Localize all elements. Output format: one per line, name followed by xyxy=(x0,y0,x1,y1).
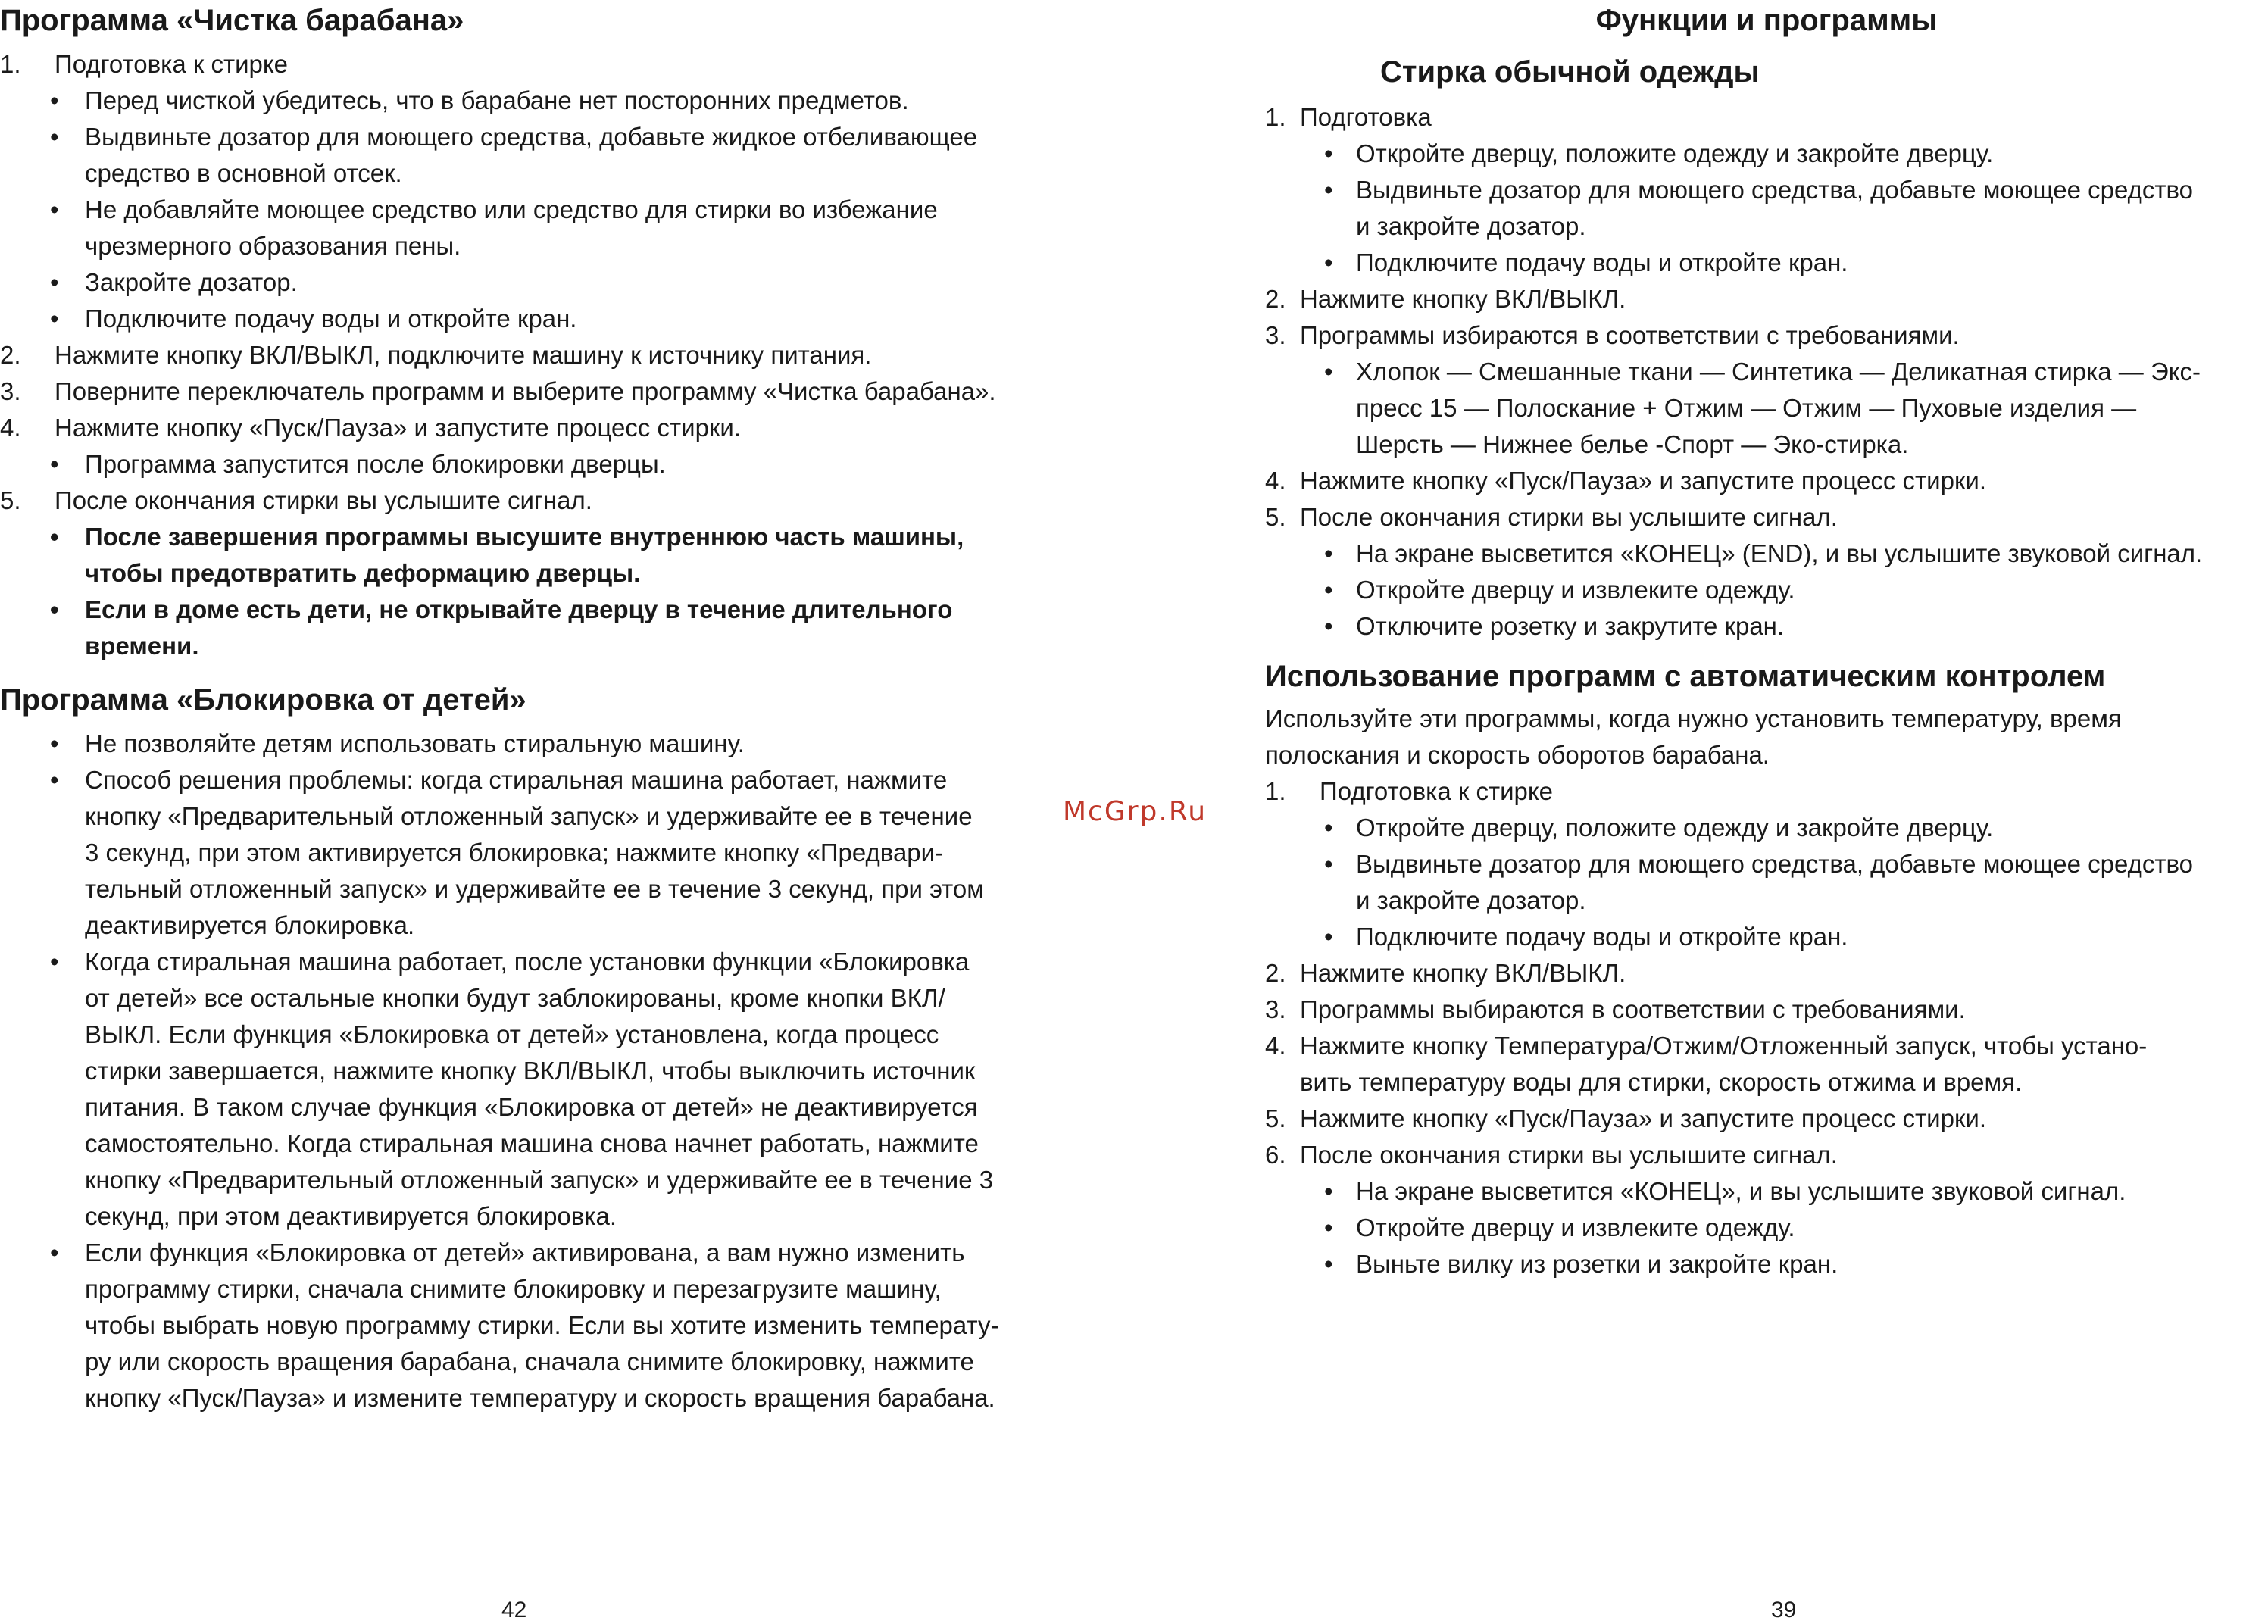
list-item xyxy=(1265,536,2268,572)
item-number: 5. xyxy=(1265,503,1286,531)
list-item xyxy=(1265,608,2268,645)
list-item xyxy=(0,119,1136,192)
list-item xyxy=(0,944,1136,1235)
bullet-icon: • xyxy=(50,523,59,551)
list-item xyxy=(1265,463,2268,499)
list-item xyxy=(1265,99,2268,136)
warning-item xyxy=(0,592,1136,664)
item-number: 6. xyxy=(1265,1141,1286,1169)
bullet-text: Выньте вилку из розетки и закройте кран. xyxy=(1356,1250,1838,1278)
bullet-text: Не добавляйте моющее средство или средство для стирки во избежание чрезмерного образования пены. xyxy=(85,195,938,260)
bullet-text: Выдвиньте дозатор для моющего средства, добавьте моющее средство и закройте дозатор. xyxy=(1356,176,2194,240)
item-text: Программы выбираются в соответствии с требованиями. xyxy=(1300,995,1966,1023)
bullet-icon: • xyxy=(50,123,59,151)
bullet-icon: • xyxy=(50,268,59,296)
intro-paragraph: Используйте эти программы, когда нужно установить температуру, время полоскания и скорость оборотов барабана. xyxy=(1265,704,2122,769)
item-number: 5. xyxy=(0,486,21,514)
list-item xyxy=(0,483,1136,519)
item-number: 5. xyxy=(1265,1104,1286,1132)
list-item xyxy=(1265,955,2268,992)
bullet-icon: • xyxy=(1324,539,1333,567)
list-item xyxy=(1265,773,2268,810)
list-item xyxy=(0,264,1136,301)
page-number: 42 xyxy=(501,1597,527,1622)
bullet-text: Подключите подачу воды и откройте кран. xyxy=(1356,923,1848,951)
item-number: 4. xyxy=(1265,1032,1286,1060)
bullet-icon: • xyxy=(1324,1213,1333,1241)
bullet-text: На экране высветится «КОНЕЦ» (END), и вы услышите звуковой сигнал. xyxy=(1356,539,2203,567)
section-title-regular-wash: Стирка обычной одежды xyxy=(1380,55,1760,89)
bullet-icon: • xyxy=(1324,139,1333,167)
item-text: Нажмите кнопку ВКЛ/ВЫКЛ, подключите машину к источнику питания. xyxy=(55,341,872,369)
bullet-text: Перед чисткой убедитесь, что в барабане нет посторонних предметов. xyxy=(85,86,909,114)
bullet-text: Откройте дверцу и извлеките одежду. xyxy=(1356,576,1795,604)
item-text: Программы избираются в соответствии с требованиями. xyxy=(1300,321,1960,349)
bullet-text: Способ решения проблемы: когда стиральная машина работает, нажмите кнопку «Предварительный отложенный запуск» и удерживайте ее в течение 3 секунд, при этом активируется блокировка; нажмите кнопку «Предвари- тельный отложенный запуск» и удерживайте ее в течение 3 секунд, при этом деактивируется блокировка. xyxy=(85,766,984,939)
list-item xyxy=(1265,245,2268,281)
bullet-icon: • xyxy=(1324,814,1333,842)
item-number: 2. xyxy=(1265,285,1286,313)
bullet-text: Откройте дверцу и извлеките одежду. xyxy=(1356,1213,1795,1241)
page-header: Функции и программы xyxy=(1595,4,1938,37)
bullet-text: Если функция «Блокировка от детей» активирована, а вам нужно изменить программу стирки, сначала снимите блокировку и перезагрузите машину, чтобы выбрать новую программу стирки. Если вы хотите изменить температу- ру или скорость вращения барабана, сначала снимите блокировку, нажмите кнопку «Пуск/Пауза» и измените температуру и скорость вращения барабана. xyxy=(85,1238,999,1412)
bullet-text: Закройте дозатор. xyxy=(85,268,298,296)
list-item xyxy=(1265,499,2268,536)
list-item xyxy=(1265,1173,2268,1210)
list-item xyxy=(1265,1246,2268,1282)
list-item xyxy=(1265,572,2268,608)
bullet-icon: • xyxy=(1324,248,1333,276)
item-text: Нажмите кнопку «Пуск/Пауза» и запустите процесс стирки. xyxy=(55,414,741,442)
bullet-icon: • xyxy=(1324,1250,1333,1278)
item-text: Подготовка xyxy=(1300,103,1432,131)
bullet-text: Откройте дверцу, положите одежду и закройте дверцу. xyxy=(1356,139,1994,167)
bullet-text: Хлопок — Смешанные ткани — Синтетика — Деликатная стирка — Экс- пресс 15 — Полоскание + Отжим — Отжим — Пуховые изделия — Шерсть — Нижнее белье -Спорт — Эко-стирка. xyxy=(1356,358,2201,458)
list-item xyxy=(0,726,1136,762)
section-title-child-lock: Программа «Блокировка от детей» xyxy=(0,683,526,717)
list-item xyxy=(0,83,1136,119)
page-number: 39 xyxy=(1771,1597,1797,1622)
list-item xyxy=(1265,317,2268,354)
bullet-text: После завершения программы высушите внутреннюю часть машины, чтобы предотвратить деформацию дверцы. xyxy=(85,523,964,587)
item-number: 1. xyxy=(1265,777,1286,805)
bullet-icon: • xyxy=(1324,1177,1333,1205)
bullet-text: Когда стиральная машина работает, после установки функции «Блокировка от детей» все остальные кнопки будут заблокированы, кроме кнопки ВКЛ/ ВЫКЛ. Если функция «Блокировка от детей» установлена, когда процесс стирки завершается, нажмите кнопку ВКЛ/ВЫКЛ, чтобы выключить источник питания. В таком случае функция «Блокировка от детей» не деактивируется самостоятельно. Когда стиральная машина снова начнет работать, нажмите кнопку «Предварительный отложенный запуск» и удерживайте ее в течение 3 секунд, при этом деактивируется блокировка. xyxy=(85,948,994,1230)
list-item xyxy=(0,1235,1136,1416)
list-item xyxy=(0,410,1136,446)
bullet-text: Если в доме есть дети, не открывайте дверцу в течение длительного времени. xyxy=(85,595,953,660)
item-text: Нажмите кнопку ВКЛ/ВЫКЛ. xyxy=(1300,285,1626,313)
bullet-icon: • xyxy=(50,1238,59,1266)
bullet-text: Подключите подачу воды и откройте кран. xyxy=(1356,248,1848,276)
item-text: Поверните переключатель программ и выберите программу «Чистка барабана». xyxy=(55,377,996,405)
item-text: Нажмите кнопку ВКЛ/ВЫКЛ. xyxy=(1300,959,1626,987)
bullet-text: Выдвиньте дозатор для моющего средства, добавьте моющее средство и закройте дозатор. xyxy=(1356,850,2194,914)
item-text: После окончания стирки вы услышите сигнал. xyxy=(1300,503,1838,531)
bullet-icon: • xyxy=(50,304,59,333)
list-item xyxy=(1265,172,2268,245)
item-number: 1. xyxy=(0,50,21,78)
list-item xyxy=(0,446,1136,483)
item-text: Нажмите кнопку «Пуск/Пауза» и запустите процесс стирки. xyxy=(1300,1104,1986,1132)
item-text: После окончания стирки вы услышите сигнал. xyxy=(55,486,592,514)
list-item xyxy=(1265,810,2268,846)
list-item xyxy=(1265,1137,2268,1173)
bullet-icon: • xyxy=(1324,176,1333,204)
item-text: Подготовка к стирке xyxy=(1320,777,1554,805)
item-number: 2. xyxy=(0,341,21,369)
list-item xyxy=(1265,281,2268,317)
bullet-icon: • xyxy=(50,948,59,976)
watermark-text: McGrp.Ru xyxy=(1063,796,1207,827)
section-title-drum-cleaning: Программа «Чистка барабана» xyxy=(0,4,464,37)
bullet-text: Не позволяйте детям использовать стиральную машину. xyxy=(85,729,745,757)
list-item xyxy=(1265,919,2268,955)
item-number: 2. xyxy=(1265,959,1286,987)
item-number: 3. xyxy=(1265,995,1286,1023)
list-item xyxy=(0,373,1136,410)
item-number: 4. xyxy=(1265,467,1286,495)
bullet-icon: • xyxy=(1324,612,1333,640)
bullet-icon: • xyxy=(50,595,59,623)
warning-item xyxy=(0,519,1136,592)
bullet-icon: • xyxy=(50,729,59,757)
bullet-text: Программа запустится после блокировки дверцы. xyxy=(85,450,666,478)
bullet-icon: • xyxy=(1324,923,1333,951)
list-item xyxy=(0,46,1136,83)
list-item xyxy=(0,192,1136,264)
item-text: После окончания стирки вы услышите сигнал. xyxy=(1300,1141,1838,1169)
bullet-icon: • xyxy=(1324,358,1333,386)
item-text: Нажмите кнопку Температура/Отжим/Отложенный запуск, чтобы устано- вить температуру воды для стирки, скорость отжима и время. xyxy=(1300,1032,2148,1096)
list-item xyxy=(1265,1101,2268,1137)
bullet-icon: • xyxy=(50,450,59,478)
bullet-text: На экране высветится «КОНЕЦ», и вы услышите звуковой сигнал. xyxy=(1356,1177,2126,1205)
item-text: Подготовка к стирке xyxy=(55,50,289,78)
list-item xyxy=(0,762,1136,944)
list-item xyxy=(1265,1210,2268,1246)
item-number: 3. xyxy=(0,377,21,405)
bullet-icon: • xyxy=(1324,850,1333,878)
list-item xyxy=(1265,136,2268,172)
list-item xyxy=(1265,846,2268,919)
bullet-icon: • xyxy=(50,86,59,114)
bullet-text: Выдвиньте дозатор для моющего средства, добавьте жидкое отбеливающее средство в основной отсек. xyxy=(85,123,978,187)
list-item xyxy=(0,301,1136,337)
right-page xyxy=(1265,0,2268,1622)
list-item xyxy=(1265,992,2268,1028)
section-title-auto-control: Использование программ с автоматическим контролем xyxy=(1265,660,2106,693)
bullet-text: Откройте дверцу, положите одежду и закройте дверцу. xyxy=(1356,814,1994,842)
item-text: Нажмите кнопку «Пуск/Пауза» и запустите процесс стирки. xyxy=(1300,467,1986,495)
list-item xyxy=(1265,1028,2268,1101)
bullet-icon: • xyxy=(50,195,59,223)
bullet-text: Подключите подачу воды и откройте кран. xyxy=(85,304,577,333)
item-number: 1. xyxy=(1265,103,1286,131)
bullet-text: Отключите розетку и закрутите кран. xyxy=(1356,612,1785,640)
list-item xyxy=(0,337,1136,373)
item-number: 4. xyxy=(0,414,21,442)
bullet-icon: • xyxy=(50,766,59,794)
list-item xyxy=(1265,354,2268,463)
item-number: 3. xyxy=(1265,321,1286,349)
bullet-icon: • xyxy=(1324,576,1333,604)
